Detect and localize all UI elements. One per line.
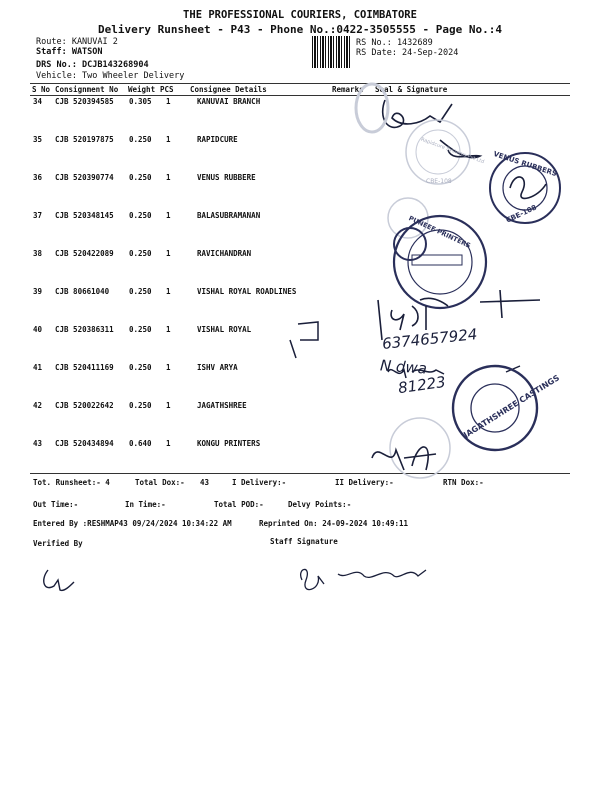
cell-cons: CJB 520434894 [55,439,114,448]
signature-row-43 [372,447,436,470]
cell-sno: 36 [33,173,43,182]
cell-pcs: 1 [166,211,171,220]
col-pcs: PCS [160,85,174,94]
runsheet-subtitle: Delivery Runsheet - P43 - Phone No.:0422-3505555 - Page No.:4 [98,23,502,36]
entered-by: Entered By :RESHMAP43 09/24/2024 10:34:22 AM [33,519,232,528]
cell-name: JAGATHSHREE [197,401,247,410]
rapidcure-stamp-city: CBE-108 [426,178,452,185]
handwritten-phone-2: 81223 [396,372,447,398]
venus-stamp-city: CBE-108 [504,203,538,225]
cell-sno: 40 [33,325,43,334]
rs-date: RS Date: 24-Sep-2024 [356,48,459,58]
route-label: Route: KANUVAI 2 [36,37,118,47]
cell-pcs: 1 [166,97,171,106]
in-time: In Time:- [125,500,166,509]
drs-number: DRS No.: DCJB143268904 [36,60,149,70]
handwritten-name-scrawl: N dwa [379,356,428,378]
col-weight: Weight [128,85,156,94]
cell-name: VISHAL ROYAL [197,325,252,334]
cell-name: VISHAL ROYAL ROADLINES [197,287,297,296]
cell-name: RAVICHANDRAN [197,249,252,258]
cell-sno: 43 [33,439,43,448]
cell-weight: 0.250 [129,401,152,410]
cell-cons: CJB 520022642 [55,401,114,410]
cell-pcs: 1 [166,363,171,372]
col-consignment: Consignment No [55,85,119,94]
col-sno: S No [32,85,51,94]
col-consignee: Consignee Details [190,85,267,94]
cell-pcs: 1 [166,401,171,410]
printers-stamp-text: PUNEEF PRINTERS [407,214,472,250]
signature-row-36 [510,177,546,198]
cell-name: RAPIDCURE [197,135,238,144]
cell-name: KONGU PRINTERS [197,439,261,448]
venus-stamp-text: VENUS RUBBERS [492,149,558,179]
cell-pcs: 1 [166,287,171,296]
signature-row-34 [383,100,452,127]
col-seal-signature: Seal & Signature [375,85,448,94]
cell-sno: 41 [33,363,43,372]
cell-sno: 35 [33,135,43,144]
cell-cons: CJB 520386311 [55,325,114,334]
total-dox-label: Total Dox:- [135,478,185,487]
cell-weight: 0.250 [129,287,152,296]
cell-sno: 42 [33,401,43,410]
tot-runsheet: Tot. Runsheet:- 4 [33,478,110,487]
cell-cons: CJB 520411169 [55,363,114,372]
staff-label: Staff: WATSON [36,47,103,57]
cell-name: BALASUBRAMANAN [197,211,261,220]
cell-pcs: 1 [166,249,171,258]
staff-signature-scribble [301,569,426,589]
cell-name: KANUVAI BRANCH [197,97,261,106]
company-name: THE PROFESSIONAL COURIERS, COIMBATORE [183,9,417,21]
total-dox-value: 43 [200,478,210,487]
vehicle-label: Vehicle: Two Wheeler Delivery [36,71,185,81]
verified-by-signature [44,570,74,590]
total-pod: Total POD:- [214,500,264,509]
out-time: Out Time:- [33,500,79,509]
cell-weight: 0.640 [129,439,152,448]
cell-sno: 39 [33,287,43,296]
rs-number: RS No.: 1432689 [356,38,433,48]
cell-weight: 0.250 [129,249,152,258]
i-delivery: I Delivery:- [232,478,287,487]
cell-weight: 0.250 [129,135,152,144]
cell-cons: CJB 520197875 [55,135,114,144]
rtn-dox: RTN Dox:- [443,478,484,487]
cell-cons: CJB 520348145 [55,211,114,220]
cell-cons: CJB 520394585 [55,97,114,106]
cell-cons: CJB 80661040 [55,287,110,296]
cell-pcs: 1 [166,439,171,448]
cell-weight: 0.305 [129,97,152,106]
cell-cons: CJB 520390774 [55,173,114,182]
cell-name: ISHV ARYA [197,363,238,372]
delvy-points: Delvy Points:- [288,500,352,509]
rapidcure-stamp-text: Rapidcure Systems Pvt Ltd [419,136,485,166]
cell-sno: 37 [33,211,43,220]
cell-pcs: 1 [166,135,171,144]
remarks-mark-row-40 [290,322,318,358]
cell-pcs: 1 [166,173,171,182]
cell-weight: 0.250 [129,173,152,182]
cell-cons: CJB 520422089 [55,249,114,258]
cell-weight: 0.250 [129,325,152,334]
reprinted-on: Reprinted On: 24-09-2024 10:49:11 [259,519,409,528]
col-remarks: Remarks [332,85,364,94]
cell-pcs: 1 [166,325,171,334]
jagathshree-stamp-text: JAGATHSHREE CASTINGS [462,373,562,440]
cell-weight: 0.250 [129,211,152,220]
cell-sno: 34 [33,97,43,106]
staff-signature-label: Staff Signature [270,537,338,546]
cell-weight: 0.250 [129,363,152,372]
cell-name: VENUS RUBBERE [197,173,256,182]
handwritten-phone-1: 6374657924 [381,325,479,353]
ii-delivery: II Delivery:- [335,478,394,487]
verified-by: Verified By [33,539,83,548]
cell-sno: 38 [33,249,43,258]
